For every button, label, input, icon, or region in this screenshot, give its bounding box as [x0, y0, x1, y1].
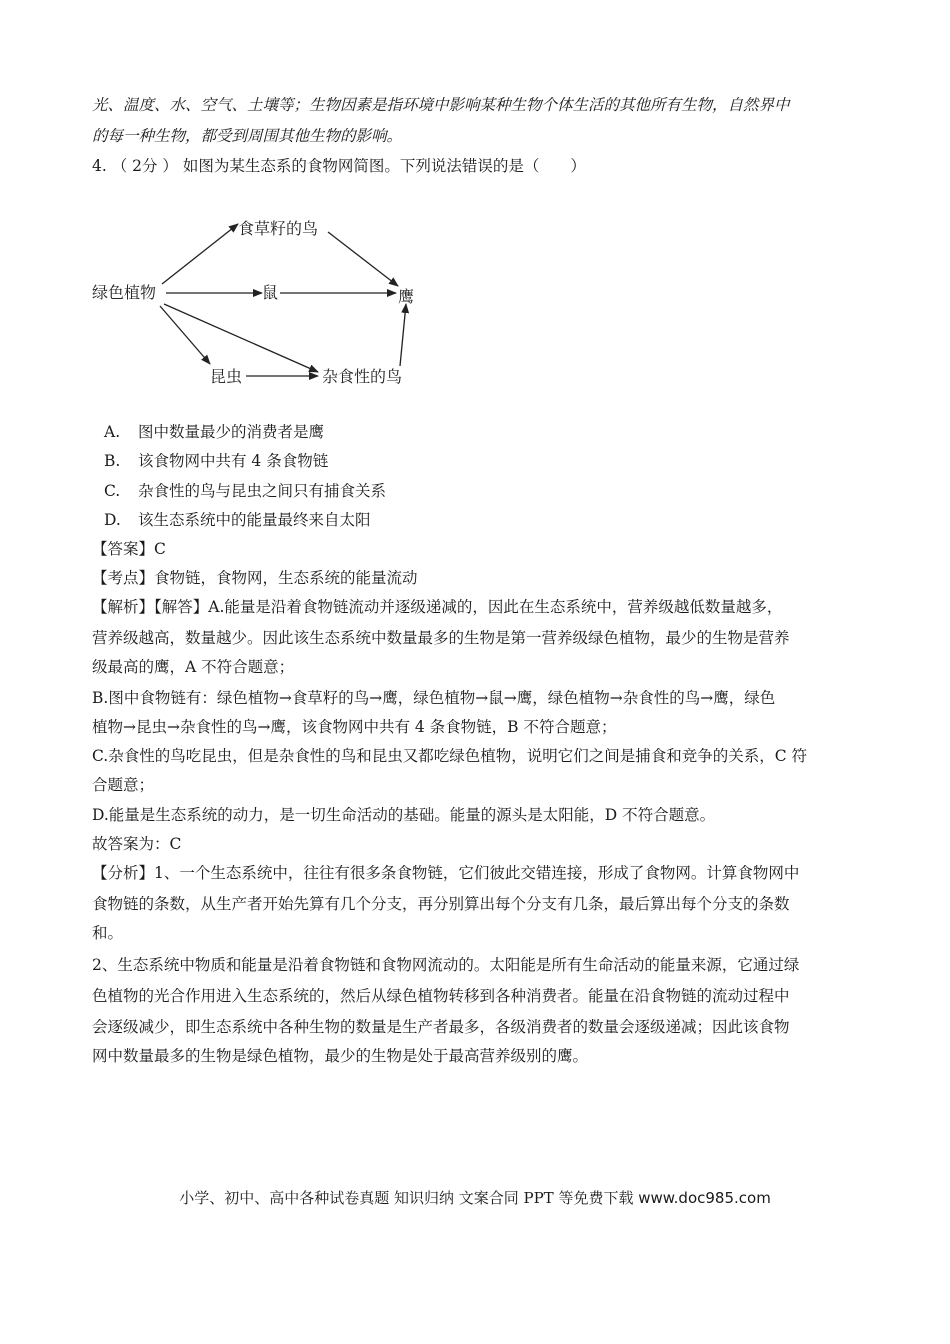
analysis-line-1: 【分析】1、一个生态系统中，往往有很多条食物链，它们彼此交错连接，形成了食物网。计算食物网中 [92, 864, 800, 882]
explanation-line-3: 级最高的鹰，A 不符合题意； [92, 658, 295, 676]
analysis-line-7: 网中数量最多的生物是绿色植物，最少的生物是处于最高营养级别的鹰。 [92, 1047, 589, 1065]
footer [0, 1188, 950, 1208]
explanation-line-5: 植物→昆虫→杂食性的鸟→鹰，该食物网中共有 4 条食物链，B 不符合题意； [92, 718, 617, 736]
node-omni-bird: 杂食性的鸟 [322, 367, 403, 386]
arrow-plant-seedbird [162, 224, 238, 284]
intro-line-2: 的每一种生物，都受到周围其他生物的影响。 [92, 127, 403, 145]
analysis-line-5: 色植物的光合作用进入生态系统的，然后从绿色植物转移到各种消费者。能量在沿食物链的流动过程中 [92, 987, 790, 1005]
analysis-line-3: 和。 [92, 924, 124, 942]
food-web-diagram [90, 206, 430, 392]
option-d [104, 510, 371, 530]
option-d-letter: D. [104, 511, 121, 529]
option-a-text: 图中数量最少的消费者是鹰 [138, 423, 325, 441]
explanation-line-9: 故答案为：C [92, 835, 182, 853]
answer-line: 【答案】C [92, 540, 166, 558]
option-c-letter: C. [104, 482, 121, 500]
explanation-line-7: 合题意； [92, 776, 155, 794]
explanation-line-8: D.能量是生态系统的动力，是一切生命活动的基础。能量的源头是太阳能，D 不符合题意。 [92, 806, 716, 824]
node-mouse: 鼠 [262, 283, 279, 302]
explanation-line-4: B.图中食物链有：绿色植物→食草籽的鸟→鹰，绿色植物→鼠→鹰，绿色植物→杂食性的鸟→鹰，绿色 [92, 689, 776, 707]
footer-site-link[interactable]: www.doc985.com [638, 1189, 771, 1207]
explanation-line-2: 营养级越高，数量越少。因此该生态系统中数量最多的生物是第一营养级绿色植物，最少的生物是营养 [92, 629, 790, 647]
arrow-omnibird-eagle [400, 304, 406, 366]
analysis-line-6: 会逐级减少，即生态系统中各种生物的数量是生产者最多，各级消费者的数量会逐级递减；因此该食物 [92, 1018, 790, 1036]
arrow-plant-insect [160, 306, 210, 364]
node-insect: 昆虫 [210, 367, 243, 386]
arrow-seedbird-eagle [328, 232, 398, 286]
footer-text: 小学、初中、高中各种试卷真题 知识归纳 文案合同 PPT 等免费下载 [179, 1189, 634, 1207]
option-b-letter: B. [104, 452, 121, 470]
option-b-text: 该食物网中共有 4 条食物链 [138, 452, 329, 470]
node-eagle: 鹰 [398, 287, 415, 306]
intro-line-1: 光、温度、水、空气、土壤等；生物因素是指环境中影响某种生物个体生活的其他所有生物，自然界中 [92, 96, 790, 114]
analysis-line-4: 2、生态系统中物质和能量是沿着食物链和食物网流动的。太阳能是所有生命活动的能量来源，它通过绿 [92, 956, 800, 974]
node-seed-bird: 食草籽的鸟 [238, 219, 319, 238]
option-c [104, 481, 386, 501]
option-b [104, 451, 328, 471]
explanation-line-1: 【解析】【解答】A.能量是沿着食物链流动并逐级递减的，因此在生态系统中，营养级越低数量越多， [92, 598, 783, 616]
topic-line: 【考点】食物链，食物网，生态系统的能量流动 [92, 569, 418, 587]
node-plant: 绿色植物 [92, 283, 157, 302]
analysis-line-2: 食物链的条数，从生产者开始先算有几个分支，再分别算出每个分支有几条，最后算出每个分支的条数 [92, 895, 790, 913]
explanation-line-6: C.杂食性的鸟吃昆虫，但是杂食性的鸟和昆虫又都吃绿色植物，说明它们之间是捕食和竞争的关系，C 符 [92, 747, 808, 765]
question-stem: 4. （ 2分 ） 如图为某生态系的食物网简图。下列说法错误的是（ ） [92, 157, 586, 175]
option-c-text: 杂食性的鸟与昆虫之间只有捕食关系 [138, 482, 387, 500]
option-d-text: 该生态系统中的能量最终来自太阳 [138, 511, 371, 529]
option-a [104, 422, 324, 442]
option-a-letter: A. [104, 423, 121, 441]
